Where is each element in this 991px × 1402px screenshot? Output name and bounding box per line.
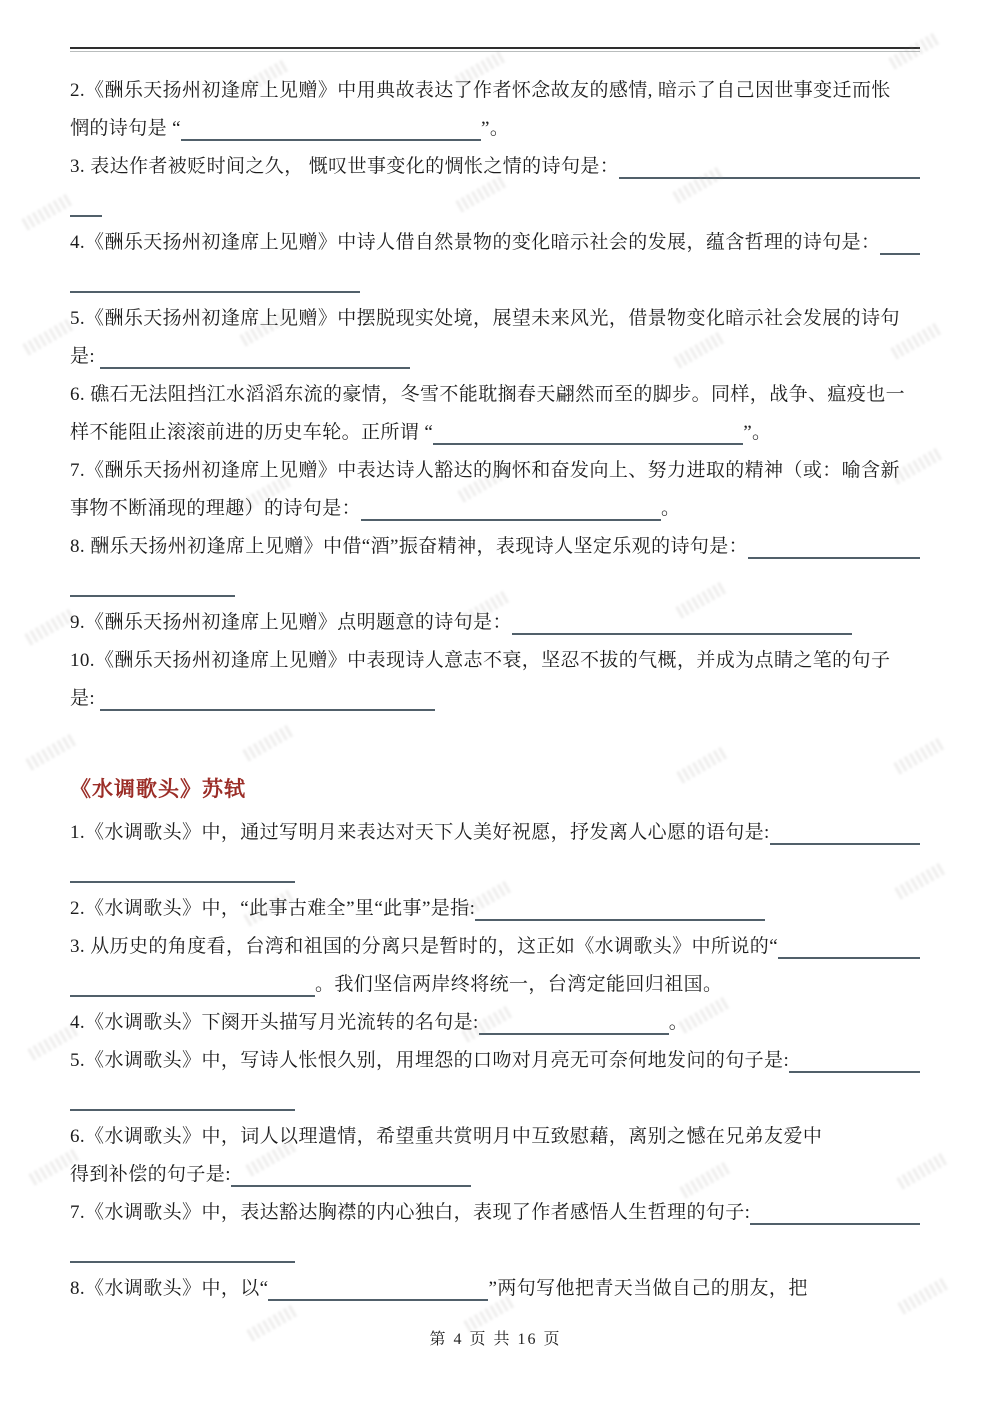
question-text: 3. 表达作者被贬时间之久， 慨叹世事变化的惆怅之情的诗句是：	[70, 156, 620, 177]
question-text: 8.《水调歌头》中，以“	[70, 1278, 269, 1299]
question-2-line-1	[70, 72, 920, 110]
answer-blank	[770, 843, 920, 845]
question-10-line-2	[70, 680, 920, 718]
question-text: 。	[668, 1012, 689, 1033]
question-text: 得到补偿的句子是:	[70, 1164, 231, 1185]
question-4-line-2	[70, 262, 920, 300]
question-text: ”。	[480, 118, 510, 139]
question-text: 3. 从历史的角度看，台湾和祖国的分离只是暂时的，这正如《水调歌头》中所说的“	[70, 936, 779, 957]
s2-question-7-line-2	[70, 1232, 920, 1270]
answer-blank	[70, 995, 315, 997]
answer-blank	[70, 215, 102, 217]
s2-question-5-line-2	[70, 1080, 920, 1118]
question-2-line-2	[70, 110, 920, 148]
s2-question-1-line-1	[70, 814, 920, 852]
answer-blank	[880, 253, 920, 255]
question-text: 8. 酬乐天扬州初逢席上见赠》中借“酒”振奋精神，表现诗人坚定乐观的诗句是：	[70, 536, 749, 557]
question-text: 4.《酬乐天扬州初逢席上见赠》中诗人借自然景物的变化暗示社会的发展，蕴含哲理的诗句是：	[70, 232, 881, 253]
answer-blank	[619, 177, 920, 179]
question-text: ”两句写他把青天当做自己的朋友，把	[488, 1278, 808, 1299]
s2-question-2-line-1	[70, 890, 920, 928]
watermark-mark	[22, 317, 75, 355]
question-4-line-1	[70, 224, 920, 262]
answer-blank	[748, 557, 920, 559]
page-number	[0, 1326, 991, 1349]
answer-blank	[70, 1109, 295, 1111]
answer-blank	[361, 519, 661, 521]
answer-blank	[750, 1223, 920, 1225]
question-text: 9.《酬乐天扬州初逢席上见赠》点明题意的诗句是：	[70, 612, 512, 633]
question-text: 6. 礁石无法阻挡江水滔滔东流的豪情，冬雪不能耽搁春天翩然而至的脚步。同样，战争、瘟疫也一	[70, 384, 906, 405]
answer-blank	[70, 1261, 295, 1263]
answer-blank	[512, 633, 852, 635]
question-text: 10.《酬乐天扬州初逢席上见赠》中表现诗人意志不衰，坚忍不拔的气概，并成为点睛之笔的句子	[70, 650, 891, 671]
question-text: 事物不断涌现的理趣）的诗句是：	[70, 498, 362, 519]
s2-question-7-line-1	[70, 1194, 920, 1232]
question-7-line-1	[70, 452, 920, 490]
header-divider	[70, 47, 920, 52]
page-number-label: 第 4 页 共 16 页	[429, 1331, 562, 1348]
page-content	[70, 72, 920, 1308]
question-text: ”。	[743, 422, 772, 443]
answer-blank	[181, 139, 481, 141]
question-text: 7.《酬乐天扬州初逢席上见赠》中表达诗人豁达的胸怀和奋发向上、努力进取的精神（或：喻含新	[70, 460, 900, 481]
question-text: 2.《酬乐天扬州初逢席上见赠》中用典故表达了作者怀念故友的感情, 暗示了自己因世事变迁而怅	[70, 80, 891, 101]
question-text: 5.《水调歌头》中，写诗人怅恨久别，用埋怨的口吻对月亮无可奈何地发问的句子是:	[70, 1050, 790, 1071]
question-text: 1.《水调歌头》中，通过写明月来表达对天下人美好祝愿，抒发离人心愿的语句是:	[70, 822, 770, 843]
question-6-line-2	[70, 414, 920, 452]
question-9-line-1	[70, 604, 920, 642]
question-text: 。	[661, 498, 681, 519]
question-text: 是:	[70, 346, 101, 367]
s2-question-3-line-1	[70, 928, 920, 966]
answer-blank	[433, 443, 743, 445]
question-text: 惘的诗句是 “	[70, 118, 181, 139]
answer-blank	[778, 957, 920, 959]
answer-blank	[231, 1185, 471, 1187]
answer-blank	[70, 291, 360, 293]
answer-blank	[479, 1033, 669, 1035]
question-7-line-2	[70, 490, 920, 528]
s2-question-5-line-1	[70, 1042, 920, 1080]
question-6-line-1	[70, 376, 920, 414]
answer-blank	[475, 919, 765, 921]
answer-blank	[789, 1071, 920, 1073]
question-8-line-1	[70, 528, 920, 566]
question-3-line-1	[70, 148, 920, 186]
watermark-mark	[21, 192, 74, 230]
question-text: 4.《水调歌头》下阕开头描写月光流转的名句是:	[70, 1012, 479, 1033]
question-text: 样不能阻止滚滚前进的历史车轮。正所谓 “	[70, 422, 434, 443]
question-5-line-1	[70, 300, 920, 338]
answer-blank	[268, 1299, 488, 1301]
section-heading-text: 《水调歌头》苏轼	[70, 777, 246, 801]
question-text: 6.《水调歌头》中，词人以理遣情，希望重共赏明月中互致慰藉，离别之憾在兄弟友爱中	[70, 1126, 823, 1147]
question-10-line-1	[70, 642, 920, 680]
question-text: 是:	[70, 688, 101, 709]
answer-blank	[100, 367, 410, 369]
question-3-line-2	[70, 186, 920, 224]
s2-question-6-line-2	[70, 1156, 920, 1194]
question-text: 。我们坚信两岸终将统一，台湾定能回归祖国。	[315, 974, 723, 995]
s2-question-1-line-2	[70, 852, 920, 890]
answer-blank	[70, 595, 235, 597]
section-heading-shuidiaogetou	[70, 770, 920, 808]
s2-question-4-line-1	[70, 1004, 920, 1042]
question-text: 7.《水调歌头》中，表达豁达胸襟的内心独白，表现了作者感悟人生哲理的句子:	[70, 1202, 751, 1223]
question-8-line-2	[70, 566, 920, 604]
answer-blank	[100, 709, 435, 711]
s2-question-8-line-1	[70, 1270, 920, 1308]
s2-question-6-line-1	[70, 1118, 920, 1156]
question-text: 5.《酬乐天扬州初逢席上见赠》中摆脱现实处境，展望未来风光，借景物变化暗示社会发展的诗句	[70, 308, 900, 329]
answer-blank	[70, 881, 295, 883]
question-5-line-2	[70, 338, 920, 376]
s2-question-3-line-2	[70, 966, 920, 1004]
question-text: 2.《水调歌头》中，“此事古难全”里“此事”是指:	[70, 898, 476, 919]
